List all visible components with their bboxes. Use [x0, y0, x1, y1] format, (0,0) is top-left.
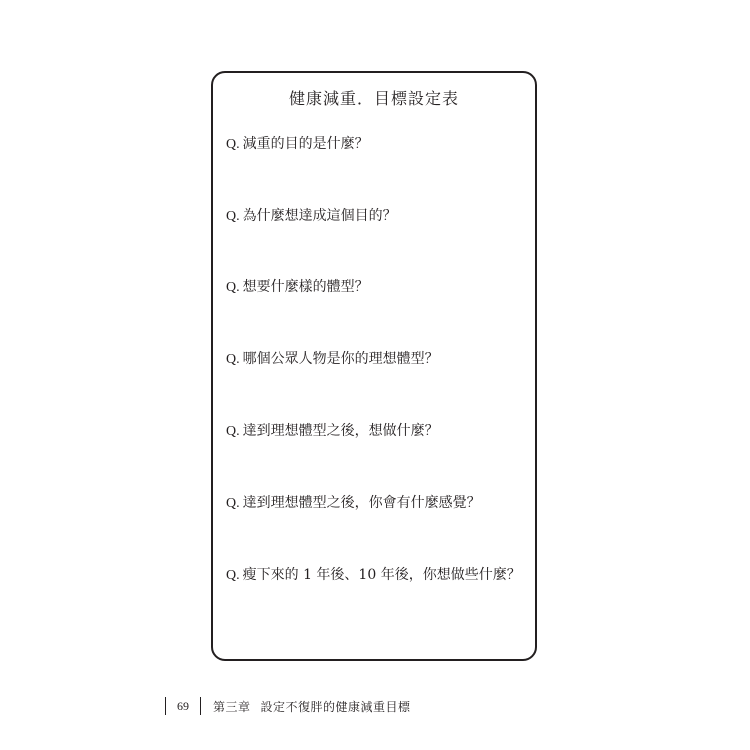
- chapter-label: 第三章: [213, 699, 251, 714]
- question-3: [226, 276, 369, 296]
- question-6: [226, 492, 481, 512]
- page-number: 69: [177, 698, 189, 713]
- question-4: [226, 348, 439, 368]
- question-text: 瘦下來的 1 年後、10 年後，你想做些什麼？: [242, 567, 521, 583]
- question-prefix: Q.: [226, 280, 240, 295]
- form-title: 健康減重．目標設定表: [288, 89, 459, 108]
- question-prefix: Q.: [226, 496, 240, 511]
- page-footer: [165, 696, 411, 716]
- question-prefix: Q.: [226, 568, 240, 583]
- question-text: 達到理想體型之後，你會有什麼感覺？: [242, 495, 481, 511]
- question-2: [226, 205, 397, 225]
- question-1: [226, 133, 369, 153]
- question-prefix: Q.: [226, 352, 240, 367]
- question-prefix: Q.: [226, 209, 240, 224]
- chapter-title: 設定不復胖的健康減重目標: [260, 699, 411, 714]
- question-text: 想要什麼樣的體型？: [242, 279, 369, 295]
- question-prefix: Q.: [226, 137, 240, 152]
- question-5: [226, 420, 439, 440]
- question-text: 為什麼想達成這個目的？: [242, 208, 397, 224]
- question-text: 達到理想體型之後，想做什麼？: [242, 423, 439, 439]
- goal-setting-form: [211, 71, 537, 661]
- question-text: 減重的目的是什麼？: [242, 136, 369, 152]
- question-prefix: Q.: [226, 424, 240, 439]
- question-7: [226, 564, 521, 584]
- question-text: 哪個公眾人物是你的理想體型？: [242, 351, 439, 367]
- footer-divider: [200, 697, 201, 715]
